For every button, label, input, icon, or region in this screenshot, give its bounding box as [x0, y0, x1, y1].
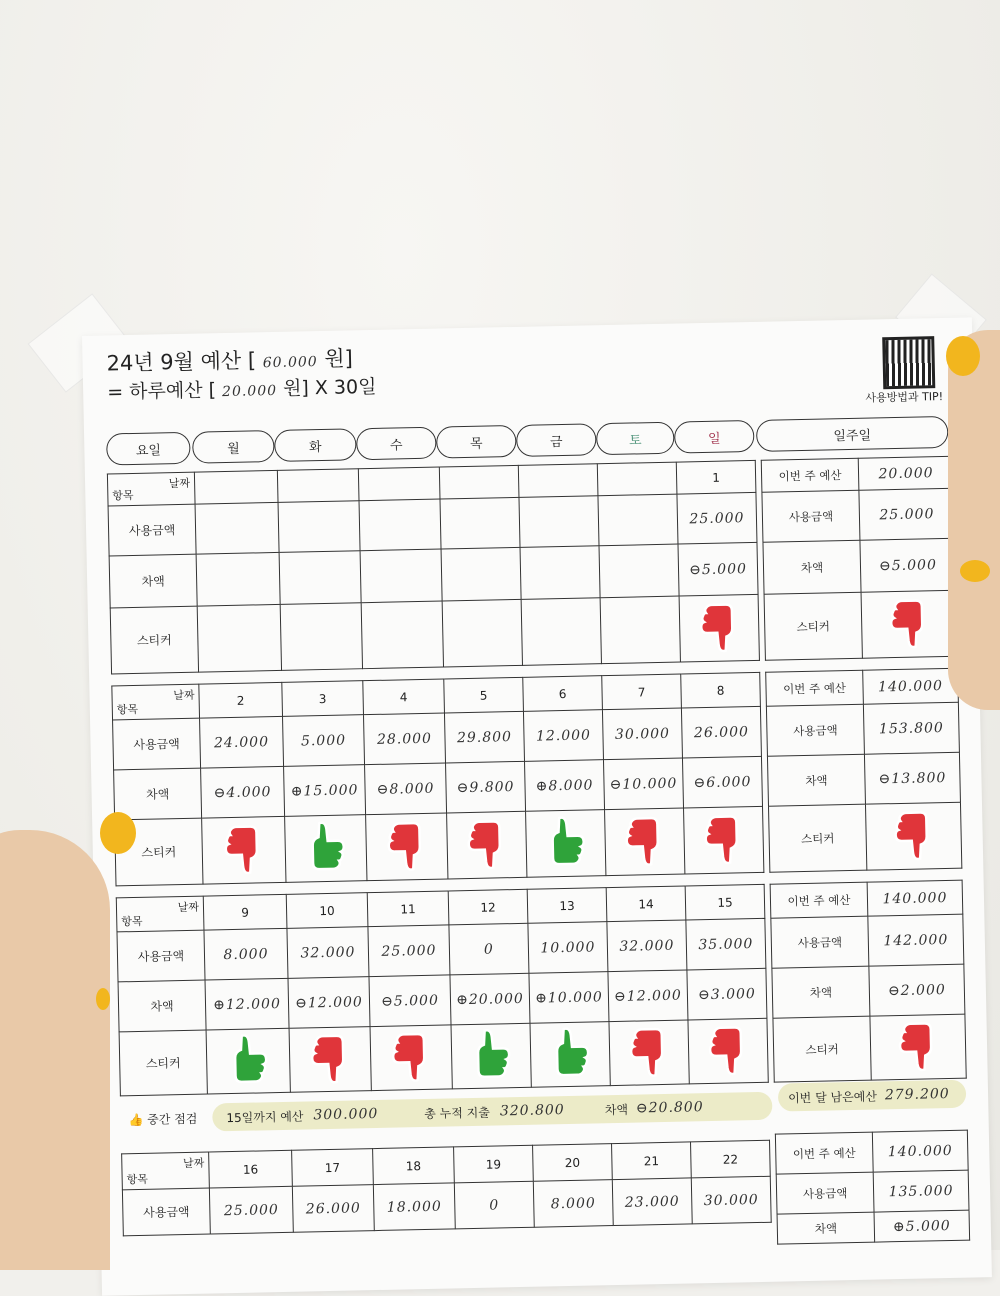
diff-value: ⊕12.000	[213, 995, 282, 1013]
thumbs-down-sticker-icon	[466, 815, 507, 872]
cell-date	[194, 470, 278, 504]
row-label-spent: 사용금액	[108, 504, 196, 556]
thumbs-down-sticker-icon	[386, 817, 427, 874]
cell-date	[282, 681, 364, 717]
date-number: 13	[559, 898, 575, 913]
summary-spent: 142.000	[883, 931, 949, 949]
cell-date	[606, 886, 686, 922]
cell-spent	[368, 925, 450, 977]
date-number: 4	[399, 689, 408, 704]
cell-spent	[602, 708, 682, 760]
summary-value-diff	[860, 538, 956, 592]
cell-sticker	[442, 599, 522, 667]
cell-spent	[363, 713, 445, 765]
cell-spent	[292, 1185, 374, 1233]
day-header-3: 수	[356, 427, 437, 461]
spent-value: 8.000	[223, 945, 269, 963]
cell-date	[685, 884, 765, 920]
cell-diff	[687, 968, 767, 1020]
cell-diff	[603, 758, 683, 810]
summary-value-sticker	[870, 1014, 966, 1080]
thumbs-down-sticker-icon	[699, 598, 740, 655]
cell-sticker	[526, 810, 606, 878]
cell-spent	[612, 1178, 692, 1226]
cell-date	[373, 1147, 455, 1185]
summary-diff: ⊖13.800	[878, 769, 947, 787]
spent-value: 26.000	[305, 1199, 361, 1218]
summary-value-budget	[858, 456, 954, 490]
daily-budget-value: 20.000	[221, 382, 278, 401]
cell-sticker	[280, 603, 362, 671]
thumbs-down-sticker-icon	[897, 1017, 938, 1074]
qr-caption: 사용방법과 TIP!	[865, 389, 944, 405]
day-header-2: 화	[274, 428, 357, 462]
cell-spent	[440, 497, 520, 549]
cell-spent	[204, 928, 288, 980]
cell-sticker	[679, 594, 759, 662]
cell-sticker	[605, 808, 685, 876]
month-budget-value: 60.000	[262, 354, 318, 372]
summary-label-week_budget: 이번 주 예산	[766, 670, 864, 706]
cell-sticker	[366, 813, 448, 881]
date-number: 14	[638, 896, 654, 911]
left-hand	[0, 830, 110, 1270]
date-number: 2	[236, 693, 245, 708]
row-label-spent: 사용금액	[113, 718, 201, 770]
diff-value: ⊕8.000	[535, 776, 594, 795]
cell-sticker	[530, 1022, 610, 1088]
midcheck-bar: 15일까지 예산 300.000 총 누적 지출 320.800 차액 ⊖20.800	[212, 1092, 772, 1132]
week-table-3	[116, 884, 769, 1097]
midcheck-label: 👍 중간 점검	[128, 1111, 198, 1128]
thumbs-down-sticker-icon	[310, 1030, 351, 1087]
summary-value-spent	[863, 702, 959, 754]
week-summary-2	[765, 668, 962, 873]
cell-diff	[608, 970, 688, 1022]
row-label-sticker: 스티커	[119, 1030, 207, 1096]
cell-diff	[599, 544, 679, 598]
row-label-diff: 차액	[118, 980, 206, 1032]
summary-value-diff	[864, 752, 960, 804]
summary-budget: 20.000	[878, 464, 934, 482]
summary-spent: 135.000	[888, 1182, 954, 1200]
summary-spent: 25.000	[879, 505, 935, 523]
cell-sticker	[202, 816, 286, 884]
summary-label-spent: 사용금액	[762, 490, 860, 542]
summary-value-budget	[872, 1130, 968, 1172]
qr-code-icon[interactable]	[882, 336, 935, 389]
diff-value: ⊕20.000	[455, 990, 524, 1008]
thumbs-up-sticker-icon	[228, 1031, 269, 1088]
cell-diff	[369, 975, 451, 1027]
cell-spent	[283, 715, 365, 767]
cell-sticker	[289, 1027, 371, 1093]
cell-diff	[682, 756, 762, 808]
cell-sticker	[609, 1020, 689, 1086]
thumbs-up-sticker-icon	[545, 814, 586, 871]
right-hand	[948, 330, 1000, 710]
summary-label-spent: 사용금액	[771, 916, 869, 968]
spent-value: 18.000	[386, 1198, 442, 1216]
thumbs-down-sticker-icon	[893, 806, 934, 863]
spent-value: 25.000	[223, 1201, 280, 1219]
summary-value-sticker	[865, 802, 961, 870]
summary-label-sticker: 스티커	[764, 592, 862, 660]
cell-diff	[446, 761, 526, 813]
week-table-2	[111, 672, 764, 887]
cell-spent	[444, 711, 524, 763]
date-number: 18	[405, 1158, 422, 1173]
cell-date	[292, 1149, 374, 1187]
cell-spent	[449, 923, 529, 975]
date-number: 19	[485, 1156, 502, 1172]
spent-value: 10.000	[540, 938, 596, 957]
thumbs-down-sticker-icon	[629, 1023, 670, 1080]
cell-diff	[450, 973, 530, 1025]
date-number: 8	[716, 683, 725, 698]
cell-date	[518, 464, 598, 498]
cell-spent	[519, 496, 599, 548]
cell-date	[454, 1145, 534, 1183]
thumbs-down-sticker-icon	[708, 1021, 749, 1078]
cell-spent	[607, 920, 687, 972]
item-label: 항목	[121, 914, 143, 929]
date-label: 날짜	[168, 476, 191, 491]
date-number: 3	[318, 691, 327, 706]
row-label-diff: 차액	[114, 768, 202, 820]
summary-diff: ⊖2.000	[887, 981, 946, 999]
row-label-sticker: 스티커	[110, 606, 198, 674]
cell-diff	[284, 765, 366, 817]
thumbs-up-sticker-icon	[471, 1026, 512, 1083]
item-label: 항목	[112, 488, 134, 503]
cell-date	[367, 891, 449, 927]
cell-spent	[681, 706, 761, 758]
cell-date	[277, 469, 359, 503]
diff-value: ⊖3.000	[697, 985, 756, 1003]
date-label: 날짜	[173, 688, 195, 703]
date-number: 6	[558, 686, 567, 701]
cell-spent	[278, 501, 360, 553]
spent-value: 23.000	[624, 1193, 680, 1211]
date-label: 날짜	[182, 1156, 205, 1171]
summary-label-week_budget: 이번 주 예산	[761, 458, 859, 492]
date-number: 16	[242, 1161, 259, 1177]
cell-sticker	[451, 1023, 531, 1089]
cell-diff	[360, 549, 442, 603]
date-label: 날짜	[177, 900, 200, 915]
cell-date	[597, 462, 677, 496]
thumbs-up-sticker-icon	[305, 819, 346, 876]
cell-date	[527, 888, 607, 924]
cell-spent	[287, 927, 369, 979]
spent-value: 30.000	[614, 725, 671, 743]
spent-value: 32.000	[300, 943, 356, 962]
thumbs-down-sticker-icon	[889, 594, 930, 651]
diff-value: ⊖12.000	[294, 993, 364, 1012]
summary-label-diff: 차액	[763, 540, 861, 594]
spent-value: 0	[489, 1196, 500, 1214]
spent-value: 30.000	[703, 1191, 759, 1209]
date-number: 17	[324, 1160, 341, 1175]
date-number: 11	[400, 901, 416, 916]
date-number: 9	[241, 905, 250, 920]
cell-diff	[205, 978, 289, 1030]
cell-date	[612, 1142, 692, 1180]
cell-diff	[525, 760, 605, 812]
summary-budget: 140.000	[882, 889, 948, 907]
summary-value-diff	[874, 1210, 970, 1242]
cell-spent	[691, 1176, 771, 1224]
cell-diff	[279, 551, 361, 605]
diff-value: ⊖10.000	[609, 775, 678, 793]
thumbs-down-sticker-icon	[223, 820, 264, 877]
cell-sticker	[370, 1025, 452, 1091]
cell-sticker	[688, 1018, 768, 1084]
spent-value: 8.000	[550, 1194, 596, 1212]
diff-value: ⊖4.000	[213, 783, 272, 801]
cell-diff	[201, 766, 285, 818]
daily-budget-line: = 하루예산 [ 20.000 원] X 30일	[106, 375, 377, 404]
date-number: 10	[319, 903, 335, 918]
cell-sticker	[361, 601, 443, 669]
row-label-spent: 사용금액	[117, 930, 205, 982]
left-thumb-nail	[100, 812, 136, 854]
cell-spent	[454, 1181, 534, 1229]
right-thumb-nail	[946, 336, 980, 376]
right-finger-nail	[960, 560, 990, 582]
cell-date	[199, 682, 283, 718]
diff-value: ⊖6.000	[693, 773, 752, 791]
cell-spent	[200, 716, 284, 768]
cell-spent	[598, 494, 678, 546]
cell-sticker	[600, 596, 680, 664]
thumb-icon: 👍	[128, 1112, 144, 1128]
cell-sticker	[206, 1028, 290, 1094]
diff-value: ⊕10.000	[534, 988, 603, 1007]
corner-header	[112, 684, 200, 720]
thumbs-up-sticker-icon	[550, 1025, 591, 1082]
cell-sticker	[684, 806, 764, 874]
cell-date	[681, 672, 761, 708]
cell-spent	[528, 922, 608, 974]
thumbs-down-sticker-icon	[624, 812, 665, 869]
diff-value: ⊖9.800	[456, 778, 515, 796]
spent-value: 25.000	[381, 942, 437, 960]
summary-budget: 140.000	[877, 677, 944, 695]
remaining-budget-bar: 이번 달 남은예산 279.200	[778, 1080, 967, 1112]
cell-spent	[523, 710, 603, 762]
week-summary-4	[775, 1130, 970, 1245]
summary-value-sticker	[861, 590, 957, 658]
summary-budget: 140.000	[887, 1142, 953, 1160]
date-number: 22	[722, 1151, 739, 1167]
cell-sticker	[447, 811, 527, 879]
summary-value-budget	[867, 880, 963, 916]
cell-sticker	[521, 598, 601, 666]
spent-value: 5.000	[300, 732, 347, 750]
day-header-1: 월	[192, 430, 275, 464]
cell-date	[286, 893, 368, 929]
cell-spent	[686, 918, 766, 970]
spent-value: 0	[483, 941, 495, 958]
spent-value: 26.000	[693, 723, 750, 741]
cell-diff	[520, 546, 600, 600]
week-table-4	[121, 1140, 772, 1237]
corner-header	[116, 896, 204, 932]
summary-label-week_budget: 이번 주 예산	[770, 882, 868, 918]
sheet-title: 24년 9월 예산 [ 60.000 원]	[106, 346, 354, 376]
row-label-sticker: 스티커	[115, 818, 203, 886]
row-label-diff: 차액	[109, 554, 197, 608]
cell-date	[209, 1150, 293, 1188]
summary-spent: 153.800	[878, 719, 945, 737]
cell-sticker	[197, 604, 281, 672]
cell-spent	[677, 492, 757, 544]
cell-diff	[529, 972, 609, 1024]
summary-label-week_budget: 이번 주 예산	[775, 1132, 873, 1174]
spent-value: 12.000	[535, 726, 592, 745]
diff-value: ⊖5.000	[688, 560, 748, 578]
cell-date	[439, 465, 519, 499]
day-header-6: 토	[596, 422, 675, 456]
cell-spent	[359, 499, 441, 551]
summary-label-diff: 차액	[772, 966, 870, 1018]
week-summary-3	[770, 880, 967, 1083]
day-header-5: 금	[516, 423, 597, 457]
diff-value: ⊕15.000	[290, 781, 359, 800]
summary-label-diff: 차액	[767, 754, 865, 806]
cell-diff	[678, 542, 758, 596]
summary-label-spent: 사용금액	[776, 1172, 874, 1214]
diff-value: ⊖12.000	[613, 987, 682, 1005]
spent-value: 35.000	[698, 935, 754, 953]
thumbs-down-sticker-icon	[391, 1028, 432, 1085]
cell-date	[363, 679, 445, 715]
cell-date	[691, 1140, 771, 1178]
cell-diff	[365, 763, 447, 815]
date-number: 21	[643, 1153, 660, 1168]
cell-date	[448, 889, 528, 925]
date-number: 15	[717, 894, 733, 910]
cell-spent	[533, 1180, 613, 1228]
date-number: 12	[480, 899, 496, 915]
corner-header	[107, 472, 195, 506]
date-number: 5	[479, 688, 488, 703]
spent-value: 29.800	[456, 728, 513, 746]
date-number: 1	[712, 470, 721, 485]
summary-value-diff	[869, 964, 965, 1016]
date-number: 20	[564, 1155, 581, 1170]
cell-sticker	[285, 815, 367, 883]
summary-value-spent	[873, 1170, 969, 1212]
cell-date	[358, 467, 440, 501]
cell-date	[602, 674, 682, 710]
date-number: 7	[637, 684, 646, 699]
day-header-8: 일주일	[756, 416, 949, 452]
row-label-spent: 사용금액	[122, 1188, 210, 1236]
cell-diff	[196, 552, 280, 606]
summary-label-diff: 차액	[777, 1212, 875, 1244]
summary-label-sticker: 스티커	[773, 1016, 871, 1082]
cell-spent	[195, 502, 279, 554]
cell-date	[444, 677, 524, 713]
budget-sheet	[82, 317, 992, 1295]
item-label: 항목	[116, 702, 139, 717]
cell-diff	[441, 547, 521, 601]
thumbs-down-sticker-icon	[703, 810, 744, 867]
summary-diff: ⊕5.000	[892, 1217, 951, 1235]
spent-value: 24.000	[213, 733, 270, 751]
day-header-0: 요일	[106, 432, 191, 466]
summary-value-spent	[868, 914, 964, 966]
summary-label-sticker: 스티커	[768, 804, 866, 872]
week-summary-1	[761, 456, 958, 661]
item-label: 항목	[126, 1172, 149, 1187]
cell-date	[203, 894, 287, 930]
corner-header	[122, 1152, 210, 1190]
cell-spent	[373, 1183, 455, 1231]
cell-spent	[209, 1186, 293, 1234]
summary-value-budget	[863, 668, 959, 704]
spent-value: 28.000	[376, 730, 433, 748]
left-finger-nail	[96, 988, 110, 1010]
day-header-7: 일	[674, 420, 755, 454]
cell-diff	[288, 977, 370, 1029]
cell-date	[523, 676, 603, 712]
cell-date	[676, 460, 756, 494]
summary-diff: ⊖5.000	[878, 556, 938, 574]
spent-value: 25.000	[689, 509, 745, 527]
day-header-4: 목	[436, 425, 517, 459]
diff-value: ⊖8.000	[376, 780, 435, 798]
cell-date	[533, 1144, 613, 1182]
summary-label-spent: 사용금액	[766, 704, 864, 756]
diff-value: ⊖5.000	[380, 992, 440, 1010]
spent-value: 32.000	[619, 937, 675, 955]
week-table-1	[107, 460, 760, 675]
summary-value-spent	[859, 488, 955, 540]
